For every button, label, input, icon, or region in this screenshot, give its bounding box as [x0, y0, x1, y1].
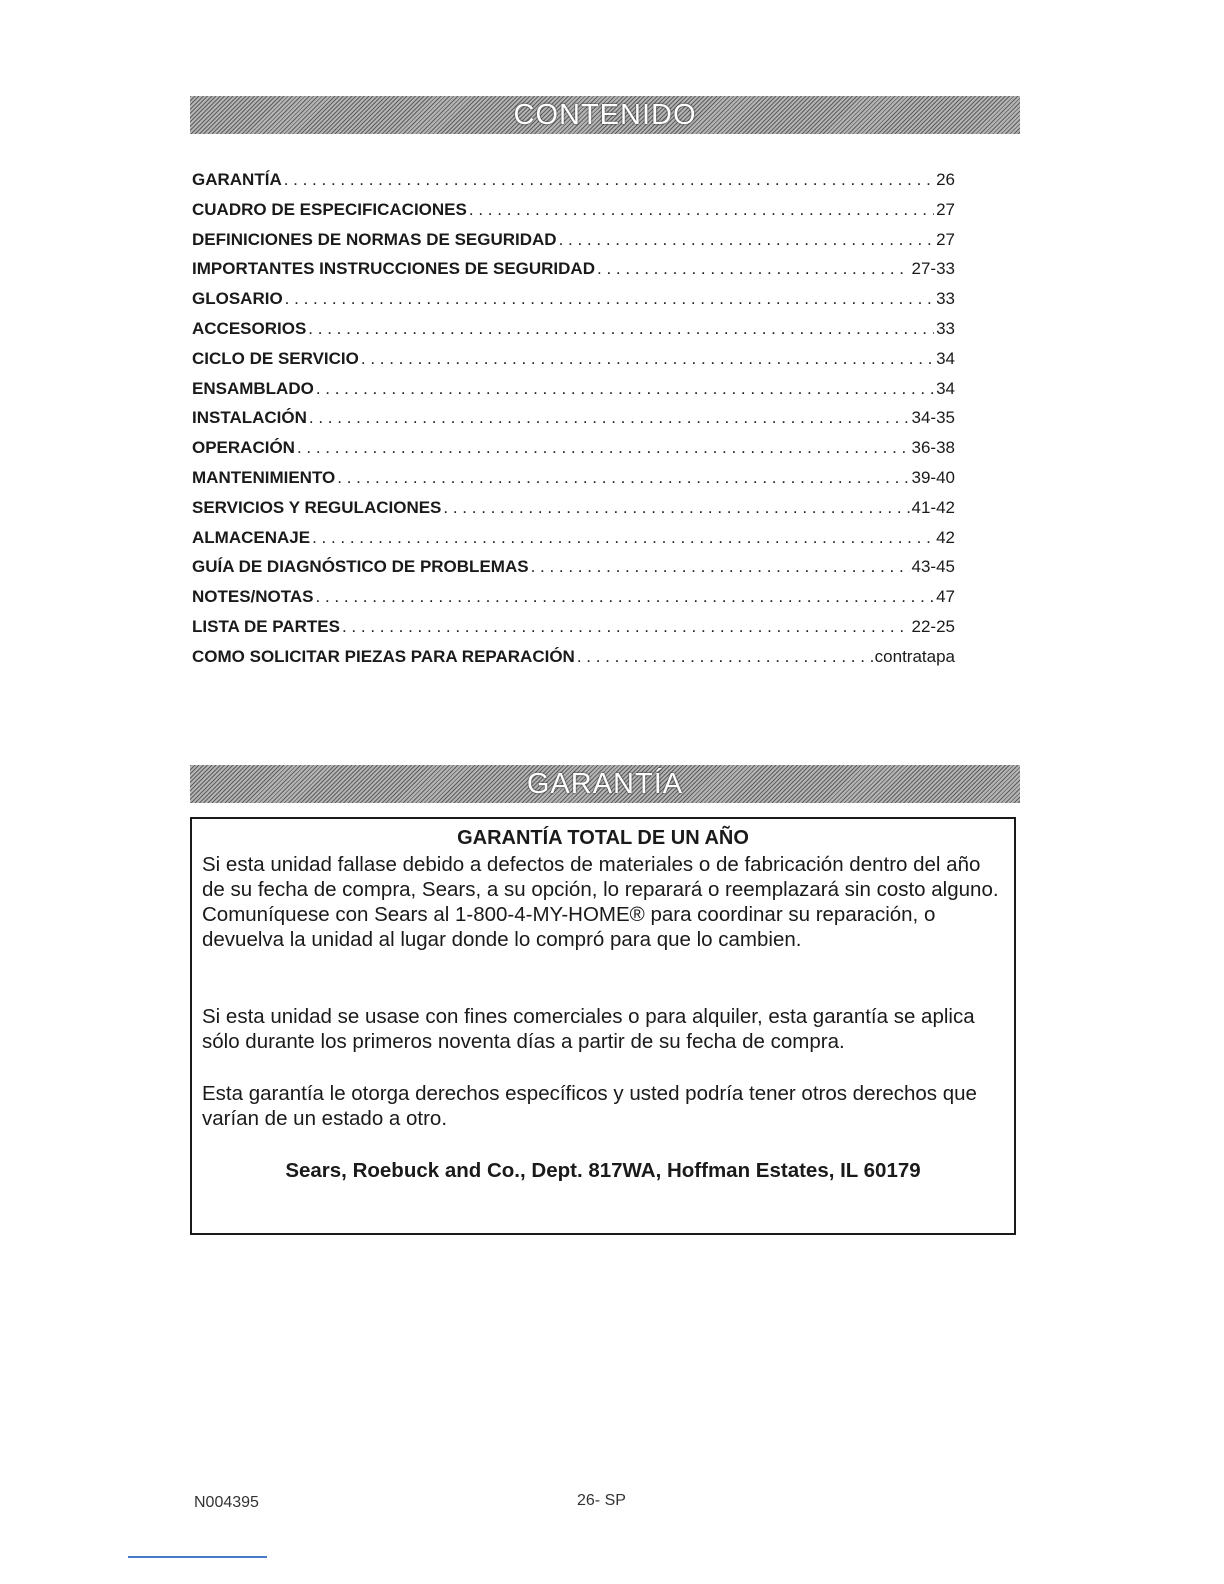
toc-entry-title: OPERACIÓN	[192, 438, 295, 458]
toc-leader-dots	[284, 165, 934, 195]
toc-entry-title: COMO SOLICITAR PIEZAS PARA REPARACIÓN	[192, 646, 575, 666]
toc-leader-dots	[597, 254, 910, 284]
page-number: 26- SP	[577, 1492, 626, 1509]
toc-leader-dots	[469, 195, 934, 225]
toc-entry-page: contratapa	[874, 646, 955, 666]
toc-entry	[192, 582, 955, 612]
toc-entry	[192, 463, 955, 493]
warranty-box	[190, 817, 1016, 1235]
toc-entry-page: 36-38	[911, 438, 955, 458]
warranty-banner	[190, 765, 1020, 803]
warranty-heading: GARANTÍA	[526, 767, 684, 800]
toc-leader-dots	[443, 493, 909, 523]
toc-entry-page: 26	[936, 170, 955, 189]
toc-entry	[192, 344, 955, 374]
toc-entry-title: GARANTÍA	[192, 170, 282, 189]
toc-entry	[192, 254, 955, 284]
toc-entry	[192, 523, 955, 553]
toc-entry-title: CICLO DE SERVICIO	[192, 348, 359, 368]
toc-entry-page: 33	[936, 289, 955, 309]
toc-entry-page: 27	[936, 199, 955, 219]
document-code: N004395	[194, 1494, 259, 1511]
toc-entry-page: 33	[936, 318, 955, 338]
toc-leader-dots	[342, 612, 910, 642]
toc-entry-page: 34	[936, 348, 955, 368]
toc-entry	[192, 314, 955, 344]
contents-heading: CONTENIDO	[513, 98, 697, 131]
table-of-contents	[192, 165, 955, 672]
toc-entry	[192, 225, 955, 255]
toc-entry	[192, 403, 955, 433]
contents-banner	[190, 96, 1020, 134]
toc-entry-title: NOTES/NOTAS	[192, 587, 314, 607]
footer-rule	[128, 1556, 267, 1558]
toc-entry-page: 43-45	[911, 557, 955, 577]
toc-entry-page: 22-25	[911, 616, 955, 636]
toc-entry-title: CUADRO DE ESPECIFICACIONES	[192, 199, 467, 219]
toc-entry	[192, 642, 955, 672]
toc-leader-dots	[559, 225, 934, 255]
toc-entry-title: GLOSARIO	[192, 289, 283, 309]
toc-entry-title: DEFINICIONES DE NORMAS DE SEGURIDAD	[192, 229, 557, 249]
toc-entry	[192, 433, 955, 463]
toc-entry	[192, 552, 955, 582]
toc-entry-title: IMPORTANTES INSTRUCCIONES DE SEGURIDAD	[192, 259, 595, 279]
toc-leader-dots	[531, 552, 910, 582]
toc-entry-title: INSTALACIÓN	[192, 408, 307, 428]
toc-entry	[192, 284, 955, 314]
toc-entry-title: ALMACENAJE	[192, 527, 311, 547]
toc-entry-page: 27-33	[911, 259, 955, 279]
warranty-title: GARANTÍA TOTAL DE UN AÑO	[457, 827, 749, 849]
toc-entry-page: 41-42	[911, 497, 955, 517]
toc-leader-dots	[285, 284, 934, 314]
toc-leader-dots	[577, 642, 873, 672]
toc-entry-page: 39-40	[911, 467, 955, 487]
toc-entry-title: SERVICIOS Y REGULACIONES	[192, 497, 442, 517]
toc-entry-title: MANTENIMIENTO	[192, 467, 336, 487]
sears-address: Sears, Roebuck and Co., Dept. 817WA, Hoffman Estates, IL 60179	[285, 1159, 921, 1182]
toc-entry	[192, 165, 955, 195]
warranty-paragraph: Si esta unidad fallase debido a defectos de materiales o de fabricación dentro del año de su fecha de compra, Sears, a su opción, lo reparará o reemplazará sin costo alguno. Comuníquese con Sears al 1-800-4-MY-HOME® para coordinar su reparación, o devuelva la unidad al lugar donde lo compró para que lo cambien.	[202, 853, 999, 951]
toc-entry	[192, 612, 955, 642]
toc-leader-dots	[361, 344, 934, 374]
toc-entry-page: 27	[936, 229, 955, 249]
warranty-paragraph: Si esta unidad se usase con fines comerciales o para alquiler, esta garantía se aplica sólo durante los primeros noventa días a partir de su fecha de compra.	[202, 1005, 975, 1053]
toc-entry	[192, 493, 955, 523]
warranty-paragraph: Esta garantía le otorga derechos específicos y usted podría tener otros derechos que varían de un estado a otro.	[202, 1082, 977, 1130]
toc-entry-title: GUÍA DE DIAGNÓSTICO DE PROBLEMAS	[192, 557, 529, 577]
toc-entry-page: 34	[936, 378, 955, 398]
toc-leader-dots	[297, 433, 910, 463]
toc-leader-dots	[316, 374, 934, 404]
toc-entry-page: 42	[936, 527, 955, 547]
toc-leader-dots	[312, 523, 934, 553]
toc-entry-title: LISTA DE PARTES	[192, 616, 340, 636]
toc-entry-title: ENSAMBLADO	[192, 378, 314, 398]
toc-entry-page: 34-35	[911, 408, 955, 428]
toc-entry-title: ACCESORIOS	[192, 318, 307, 338]
toc-leader-dots	[308, 314, 934, 344]
toc-leader-dots	[309, 403, 910, 433]
toc-leader-dots	[337, 463, 909, 493]
toc-entry	[192, 374, 955, 404]
toc-leader-dots	[316, 582, 935, 612]
toc-entry	[192, 195, 955, 225]
toc-entry-page: 47	[936, 587, 955, 607]
